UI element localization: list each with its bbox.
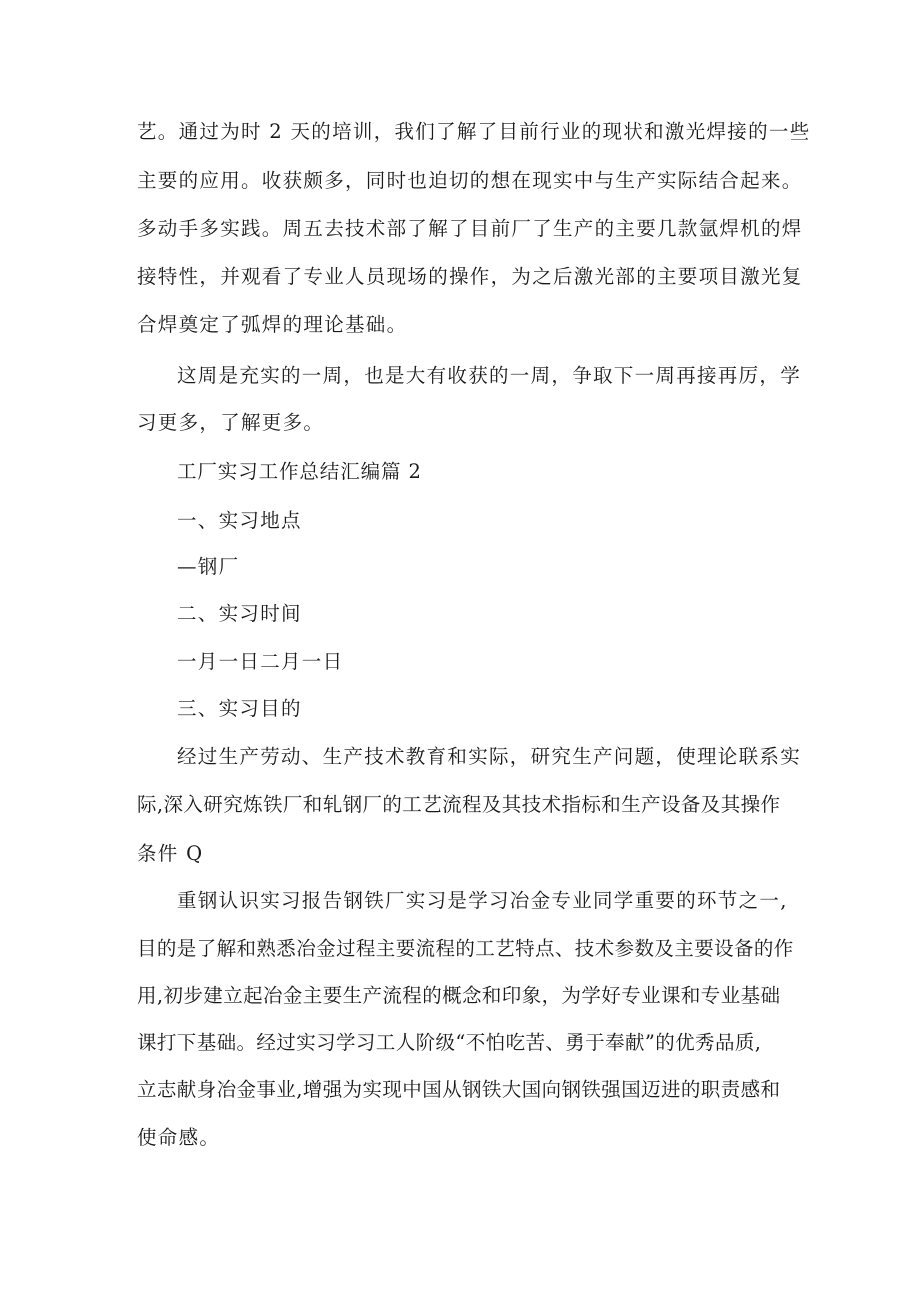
- paragraph-3-line-2: 际,深入研究炼铁厂和轧钢厂的工艺流程及其技术指标和生产设备及其操作: [137, 793, 781, 816]
- paragraph-3-line-3: 条件 Q: [137, 842, 204, 865]
- paragraph-1-line-3: 多动手多实践。周五去技术部了解了目前厂了生产的主要几款氩焊机的焊: [137, 217, 803, 240]
- paragraph-4-line-1: 重钢认识实习报告钢铁厂实习是学习冶金专业同学重要的环节之一,: [177, 889, 788, 912]
- time-value: 一月一日二月一日: [177, 650, 344, 673]
- paragraph-1-line-1: 艺。通过为时 2 天的培训，我们了解了目前行业的现状和激光焊接的一些: [137, 120, 811, 143]
- paragraph-4-line-6: 使命感。: [137, 1126, 221, 1149]
- heading-time: 二、实习时间: [177, 602, 302, 625]
- paragraph-2-line-1: 这周是充实的一周，也是大有收获的一周，争取下一周再接再厉，学: [177, 364, 802, 387]
- paragraph-4-line-4: 课打下基础。经过实习学习工人阶级“不怕吃苦、勇于奉献”的优秀品质,: [137, 1031, 762, 1054]
- section-title: 工厂实习工作总结汇编篇 2: [177, 460, 422, 483]
- paragraph-4-line-5: 立志献身冶金事业,增强为实现中国从钢铁大国向钢铁强国迈进的职责感和: [137, 1078, 781, 1101]
- paragraph-1-line-4: 接特性，并观看了专业人员现场的操作，为之后激光部的主要项目激光复: [137, 265, 803, 288]
- paragraph-1-line-5: 合焊奠定了弧焊的理论基础。: [137, 313, 408, 336]
- paragraph-1-line-2: 主要的应用。收获颇多，同时也迫切的想在现实中与生产实际结合起来。: [137, 169, 803, 192]
- heading-location: 一、实习地点: [177, 509, 302, 532]
- heading-purpose: 三、实习目的: [177, 697, 302, 720]
- paragraph-3-line-1: 经过生产劳动、生产技术教育和实际，研究生产问题，使理论联系实: [177, 745, 802, 768]
- paragraph-2-line-2: 习更多，了解更多。: [137, 411, 325, 434]
- paragraph-4-line-3: 用,初步建立起冶金主要生产流程的概念和印象，为学好专业课和专业基础: [137, 984, 781, 1007]
- location-value: —钢厂: [177, 555, 240, 578]
- paragraph-4-line-2: 目的是了解和熟悉冶金过程主要流程的工艺特点、技术参数及主要设备的作: [137, 937, 794, 960]
